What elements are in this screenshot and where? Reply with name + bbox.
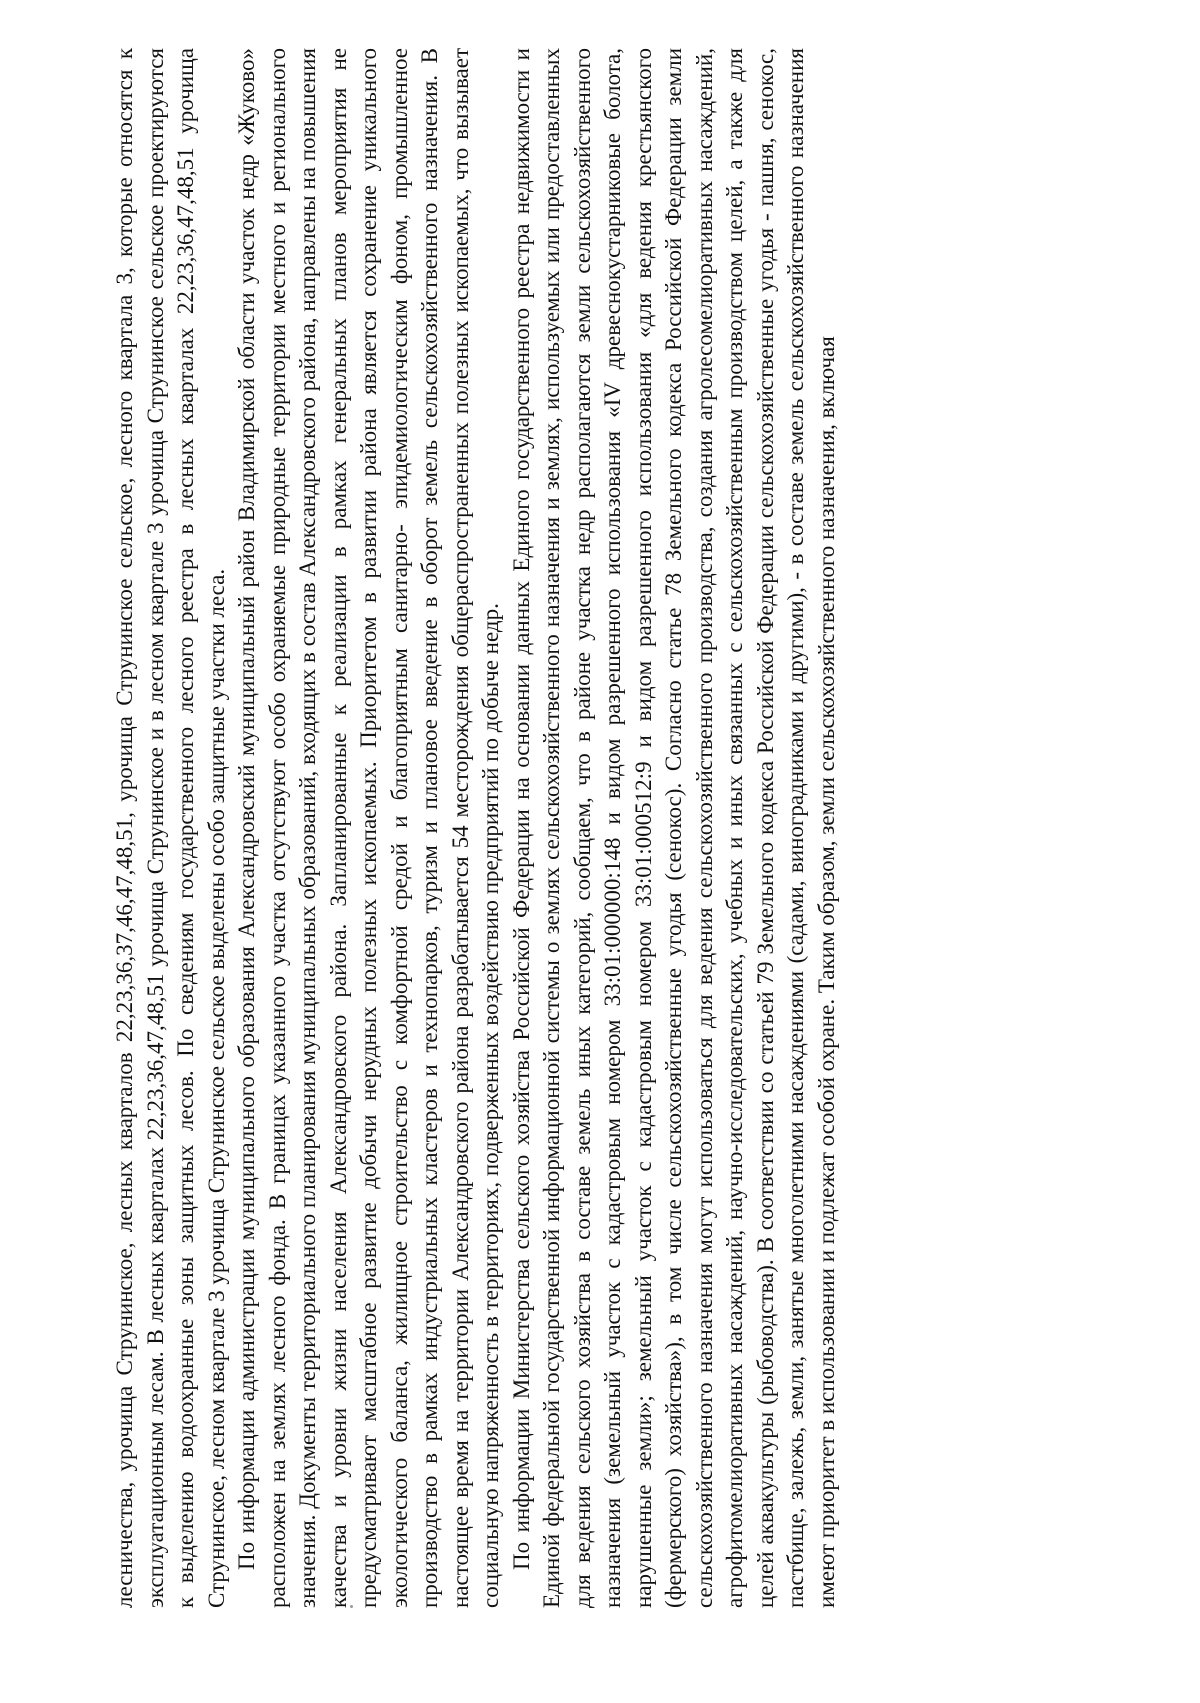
paragraph-agriculture-ministry-info: По информации Министерства сельского хозяйства Российской Федерации на основании данных Единого государственного реестра недвижимости и Единой федеральной государственной информационной системы о землях сельскохозяйственного назначения и землях, используемых или предоставленных для ведения сельского хозяйства в составе земель иных категорий, сообщаем, что в районе участка недр располагаются земли сельскохозяйственного назначения (земельный участок с кадастровым номером 33:01:000000:148 и видом разрешенного использования «IV древеснокустарниковые болота, нарушенные земли»; земельный участок с кадастровым номером 33:01:000512:9 и видом разрешенного использования «для ведения крестьянского (фермерского) хозяйства»), в том числе сельскохозяйственные угодья (сенокос). Согласно статье 78 Земельного кодекса Российской Федерации земли сельскохозяйственного назначения могут использоваться для ведения сельскохозяйственного производства, создания агролесомелиоративных насаждений, агрофитомелиоративных насаждений, научно-исследовательских, учебных и иных связанных с сельскохозяйственным производством целей, а также для целей аквакультуры (рыбоводства). В соответствии со статьей 79 Земельного кодекса Российской Федерации сельскохозяйственные угодья - пашня, сенокос, пастбище, залежь, земли, занятые многолетними насаждениями (садами, виноградниками и другими), - в составе земель сельскохозяйственного назначения имеют приоритет в использовании и подлежат особой охране. Таким образом, земли сельскохозяйственного назначения, включая: [508, 48, 839, 1608]
scan-speck: [350, 1605, 353, 1608]
paragraph-administration-info: По информации администрации муниципального образования Александровский муниципальный район Владимирской области участок недр «Жуково» расположен на землях лесного фонда. В границах указанного участка отсутствуют особо охраняемые природные территории местного и регионального значения. Документы территориального планирования муниципальных образований, входящих в состав Александровского района, направлены на повышения качества и уровни жизни населения Александровского района. Запланированные к реализации в рамках генеральных планов мероприятия не предусматривают масштабное развитие добычи нерудных полезных ископаемых. Приоритетом в развитии района является сохранение уникального экологического баланса, жилищное строительство с комфортной средой и благоприятным санитарно- эпидемиологическим фоном, промышленное производство в рамках индустриальных кластеров и технопарков, туризм и плановое введение в оборот земель сельскохозяйственного назначения. В настоящее время на территории Александровского района разрабатывается 54 месторождения общераспространенных полезных ископаемых, что вызывает социальную напряженность в территориях, подверженных воздействию предприятий по добыче недр.: [234, 48, 503, 1608]
paragraph-forest-quarters: лесничества, урочища Струнинское, лесных кварталов 22,23,36,37,46,47,48,51, урочища Струнинское сельское, лесного квартала 3, которые относятся к эксплуатационным лесам. В лесных кварталах 22,23,36,47,48,51 урочища Струнинское и в лесном квартале 3 урочища Струнинское сельское проектируются к выделению водоохранные зоны защитных лесов. По сведениям государственного лесного реестра в лесных кварталах 22,23,36,47,48,51 урочища Струнинское, лесном квартале 3 урочища Струнинское сельское выделены особо защитные участки леса.: [112, 48, 229, 1608]
rotated-text-block: [110, 48, 842, 1608]
